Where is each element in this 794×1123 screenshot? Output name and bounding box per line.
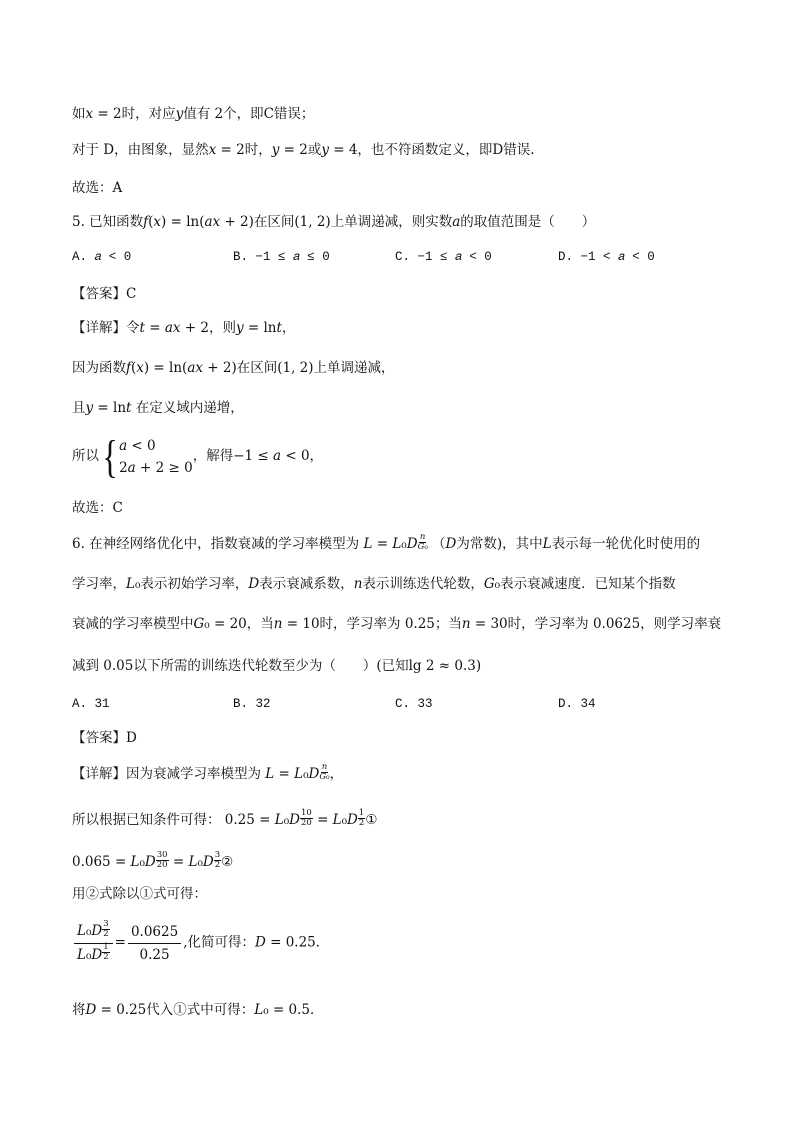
formula-base: 0.25 = 𝐿₀𝐷	[224, 812, 300, 828]
formula-base: 0.065 = 𝐿₀𝐷	[72, 854, 156, 870]
fraction-numerator	[74, 920, 113, 944]
fraction-left	[74, 920, 113, 966]
exp-den: 𝐺₀	[319, 771, 330, 782]
fraction-denominator	[74, 944, 113, 967]
exp-den: 2	[358, 817, 365, 828]
q5-option-a: A. 𝑎 < 0	[72, 250, 132, 264]
q5-answer: 【答案】C	[72, 286, 137, 302]
q6-option-b: B. 32	[233, 697, 271, 711]
q5-select: 故选：C	[72, 500, 123, 516]
exp-num: 3	[214, 849, 221, 860]
formula-base: = 𝐿₀𝐷	[317, 812, 358, 828]
exp-den: 2	[103, 952, 109, 962]
q6-option-d: D. 34	[558, 697, 596, 711]
question-6-line: 减到 0.05以下所需的训练迭代轮数至少为（ ）(已知lg 2 ≈ 0.3)	[72, 658, 482, 674]
q6-detail-line: 用②式除以①式可得：	[72, 886, 207, 902]
q6-fraction-line: 𝐿₀𝐷 $\frac{3}{2}$ 𝐿₀𝐷 $\frac{1}{2}$ = $\frac{0.0625}{0.25}$ ,化简可得：𝐷 = 0.25．	[72, 920, 329, 966]
q6-option-a: A. 31	[72, 697, 110, 711]
text: （𝐷为常数)，其中𝐿表示每一轮优化时使用的	[432, 536, 701, 552]
formula-base: 𝐿₀𝐷	[77, 923, 103, 939]
circled-two: ②	[221, 854, 234, 870]
exp-den: 2	[214, 859, 221, 870]
question-6-line: 学习率，𝐿₀表示初始学习率，𝐷表示衰减系数，𝑛表示训练迭代轮数，𝐺₀表示衰减速度．已知某个指数	[72, 576, 676, 592]
formula	[363, 531, 428, 552]
formula-base: = 𝐿₀𝐷	[172, 854, 214, 870]
exponent-fraction	[102, 920, 109, 939]
text-line: 如𝑥 = 2时，对应𝑦值有 2个，即C错误；	[72, 106, 315, 122]
question-6-line: 衰减的学习率模型中𝐺₀ = 20，当𝑛 = 10时，学习率为 0.25；当𝑛 = 30时，学习率为 0.0625，则学习率衰	[72, 616, 722, 632]
q6-detail-line	[72, 807, 378, 832]
exp-den: 𝐺₀	[417, 541, 428, 552]
exponent-fraction	[358, 809, 365, 828]
text: ,化简可得：𝐷 = 0.25．	[183, 934, 330, 951]
exponent-fraction	[156, 851, 169, 870]
q6-detail-line: 将𝐷 = 0.25代入①式中可得：𝐿₀ = 0.5．	[72, 1002, 324, 1018]
exponent-fraction	[102, 943, 109, 962]
exponent-fraction	[418, 533, 428, 552]
text-line: 故选：A	[72, 180, 123, 196]
equation-system	[119, 435, 193, 479]
q6-detail-line	[72, 849, 234, 874]
q5-system-line	[72, 430, 324, 482]
exp-num: 𝑛	[419, 531, 426, 542]
exp-den: 20	[156, 859, 168, 870]
text: 所以	[72, 448, 99, 464]
exp-den: 2	[103, 928, 109, 939]
formula-base: 𝐿 = 𝐿₀𝐷	[265, 766, 320, 782]
exp-num: 30	[156, 849, 168, 860]
exp-num: 1	[103, 942, 109, 952]
text: 【详解】因为衰减学习率模型为	[72, 766, 261, 782]
fraction-right	[128, 921, 181, 966]
q5-option-c: C. −1 ≤ 𝑎 < 0	[395, 250, 492, 264]
exponent-fraction	[300, 809, 313, 828]
formula-base: 𝐿₀𝐷	[77, 946, 103, 963]
exponent-fraction	[319, 763, 329, 782]
formula-base: 𝐿 = 𝐿₀𝐷	[363, 536, 418, 552]
q6-option-c: C. 33	[395, 697, 433, 711]
exp-num: 3	[103, 918, 109, 929]
text: 6. 在神经网络优化中，指数衰减的学习率模型为	[72, 536, 360, 552]
text: 所以根据已知条件可得：	[72, 812, 221, 828]
exponent-fraction	[214, 851, 221, 870]
question-6-line	[72, 531, 701, 556]
equation: 𝑎 < 0	[119, 437, 156, 454]
q5-detail-line: 因为函数𝑓(𝑥) = ln(𝑎𝑥 + 2)在区间(1, 2)上单调递减，	[72, 360, 395, 376]
text-line: 对于 D，由图象，显然𝑥 = 2时，𝑦 = 2或𝑦 = 4，也不符函数定义，即D错误.	[72, 142, 535, 158]
q5-option-d: D. −1 < 𝑎 < 0	[558, 250, 655, 264]
fraction-numerator: 0.0625	[128, 921, 181, 944]
exp-num: 1	[358, 807, 365, 818]
q5-detail-line: 【详解】令𝑡 = 𝑎𝑥 + 2，则𝑦 = ln𝑡，	[72, 320, 296, 336]
left-brace-icon: {	[102, 430, 118, 482]
text: ，解得−1 ≤ 𝑎 < 0，	[192, 448, 324, 464]
equation: 2𝑎 + 2 ≥ 0	[119, 459, 193, 476]
q6-detail-line: 【详解】因为衰减学习率模型为 𝐿 = 𝐿₀𝐷 𝑛 𝐺₀ ，	[72, 761, 344, 782]
q5-detail-line: 且𝑦 = ln𝑡 在定义域内递增，	[72, 400, 244, 416]
q5-option-b: B. −1 ≤ 𝑎 ≤ 0	[233, 250, 330, 264]
fraction-denominator: 0.25	[139, 946, 170, 963]
exp-den: 20	[300, 817, 312, 828]
exp-num: 10	[300, 807, 312, 818]
q6-answer: 【答案】D	[72, 730, 137, 746]
question-5-stem: 5. 已知函数𝑓(𝑥) = ln(𝑎𝑥 + 2)在区间(1, 2)上单调递减，则实数𝑎的取值范围是（ ）	[72, 214, 596, 230]
circled-one: ①	[365, 812, 378, 828]
exp-num: 𝑛	[321, 761, 328, 772]
